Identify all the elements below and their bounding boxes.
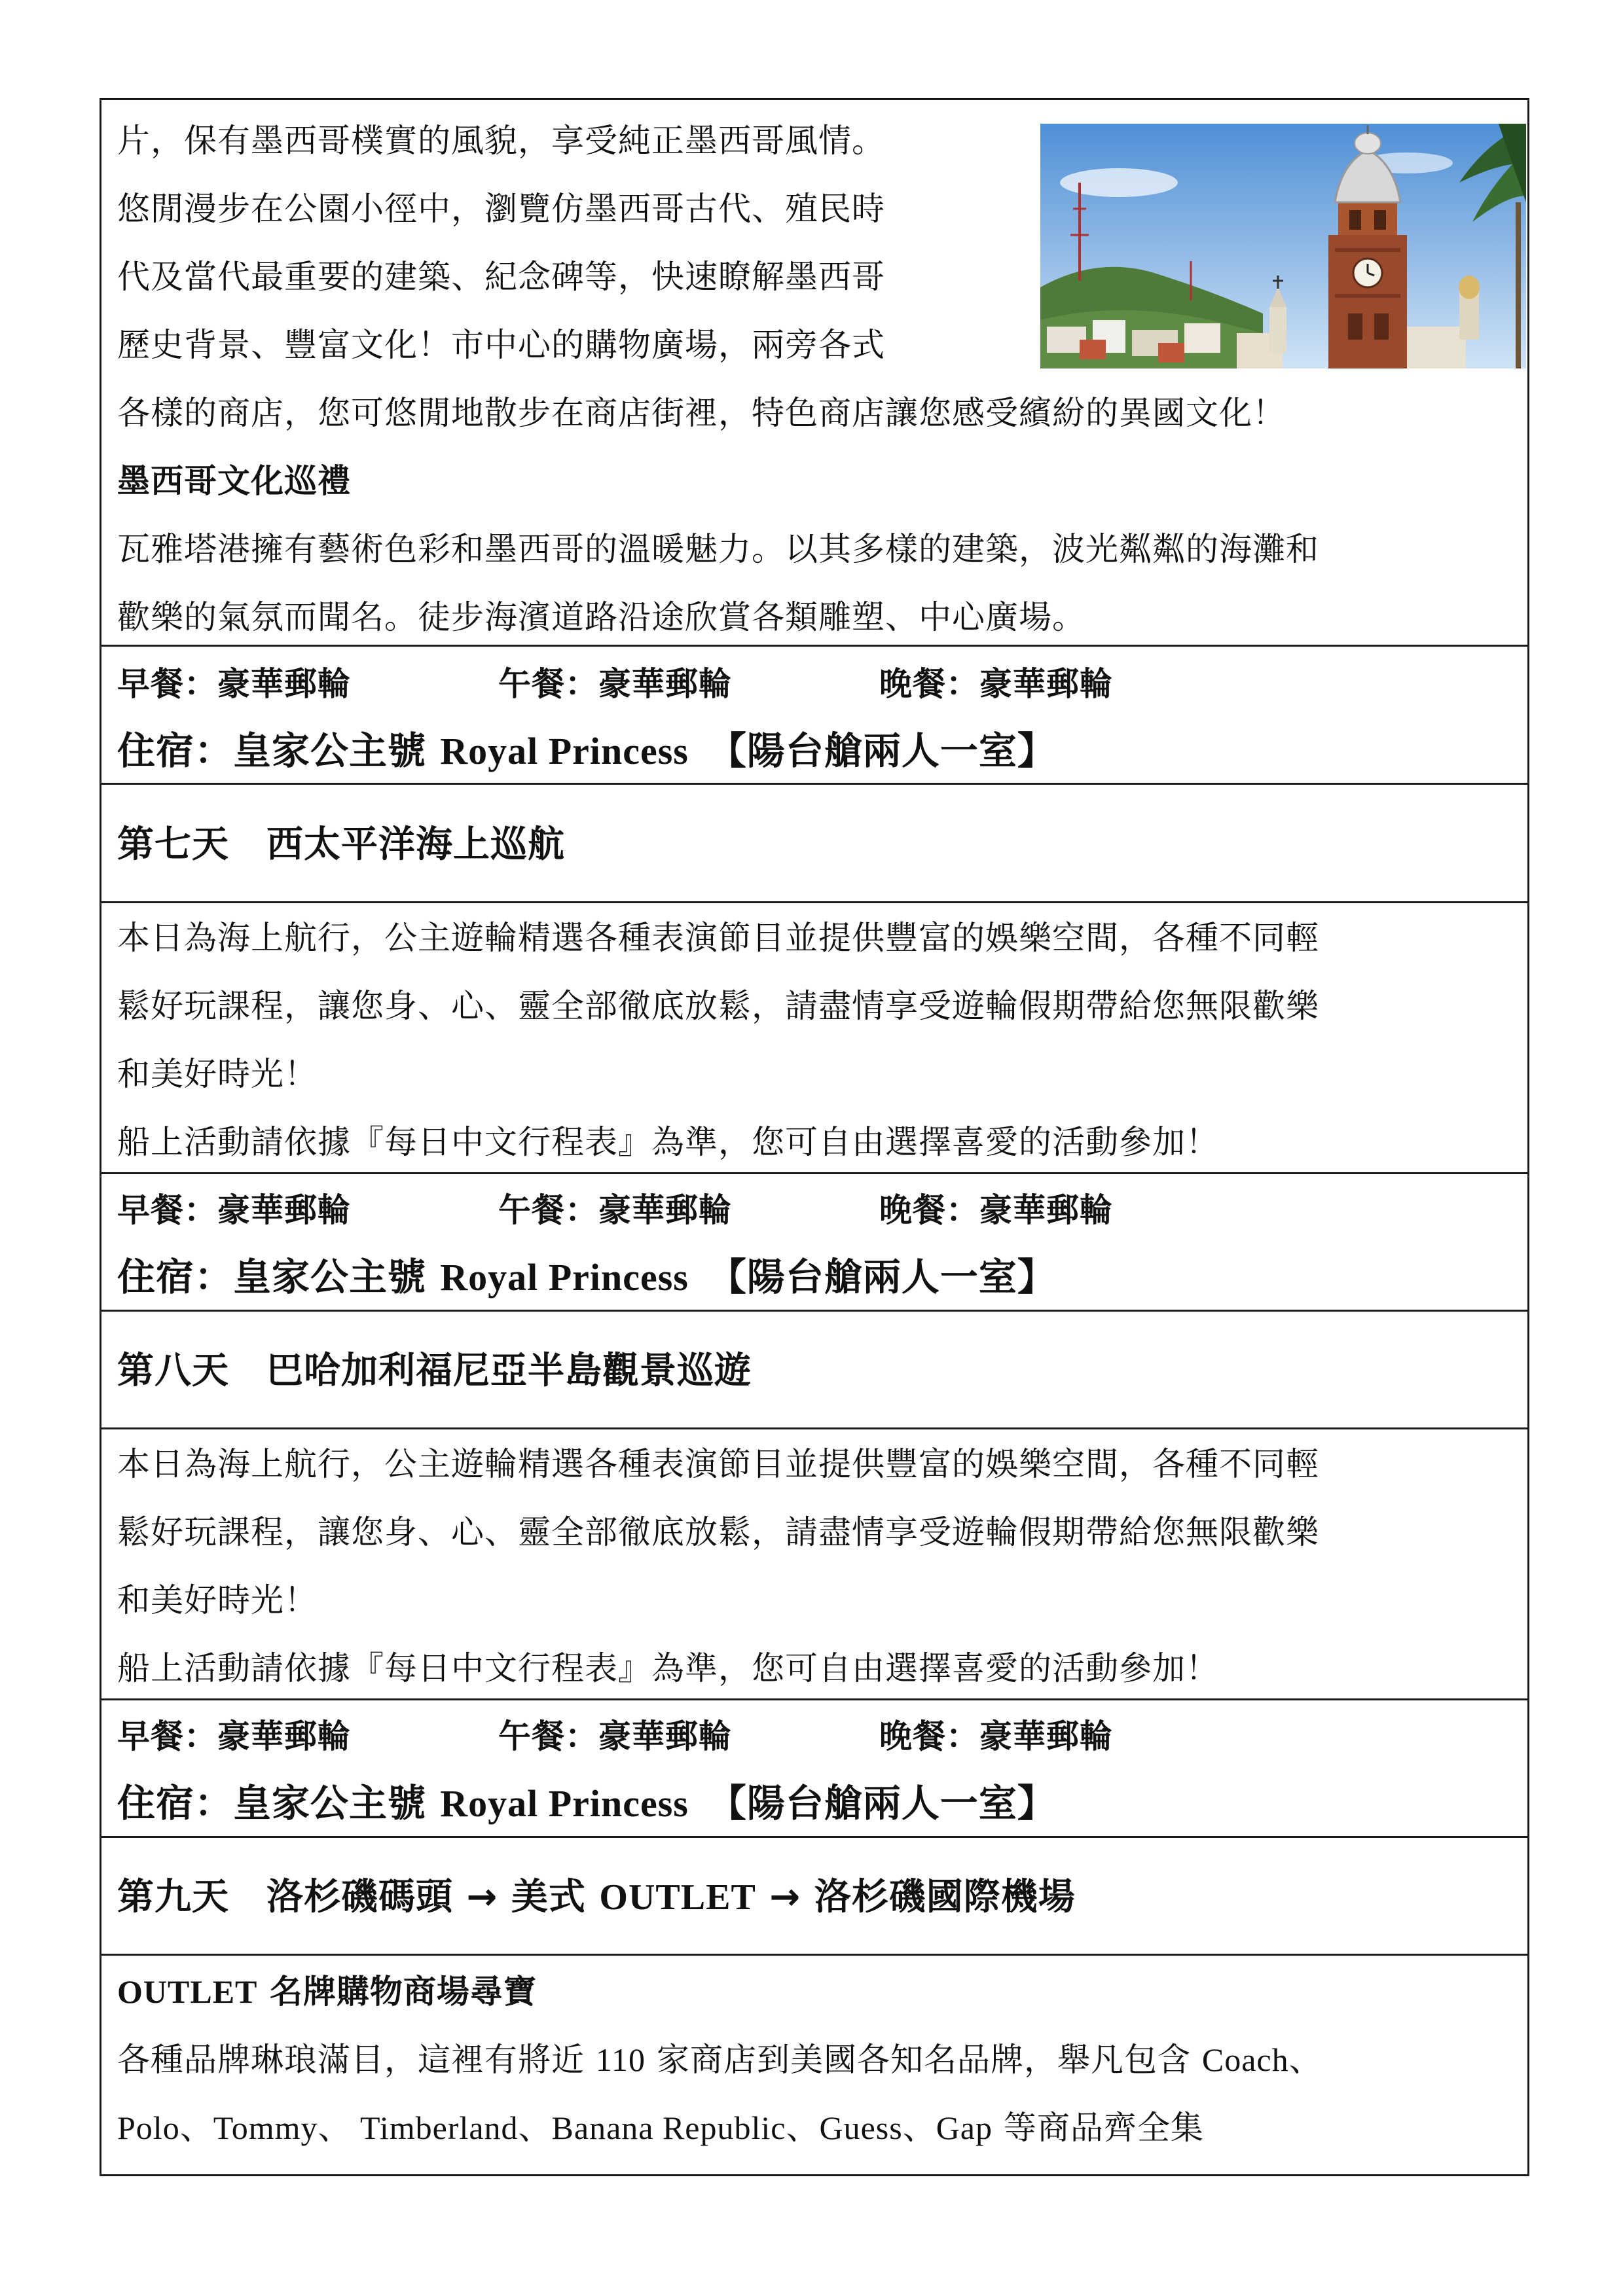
day9-title-start: 第九天 洛杉磯碼頭 → 美式 bbox=[117, 1876, 600, 1918]
lodging-row bbox=[117, 1253, 1056, 1300]
lodging-row bbox=[117, 727, 1056, 774]
day8-line: 船上活動請依據『每日中文行程表』為準，您可自由選擇喜愛的活動參加！ bbox=[117, 1649, 1219, 1687]
day7-line: 船上活動請依據『每日中文行程表』為準，您可自由選擇喜愛的活動參加！ bbox=[117, 1123, 1219, 1161]
brand-coach: Coach bbox=[1201, 2041, 1289, 2078]
breakfast-label: 早餐：豪華郵輪 bbox=[117, 665, 351, 703]
divider bbox=[101, 1954, 1527, 1956]
meals-row bbox=[117, 664, 1113, 704]
outlet-line-text: 、 bbox=[1288, 2041, 1322, 2079]
section-line: 歡樂的氣氛而聞名。徒步海濱道路沿途欣賞各類雕塑、中心廣場。 bbox=[117, 598, 1085, 636]
intro-line: 代及當代最重要的建築、紀念碑等，快速瞭解墨西哥 bbox=[117, 258, 885, 296]
divider bbox=[101, 1698, 1527, 1700]
outlet-word: OUTLET bbox=[117, 1973, 258, 2010]
lunch-label: 午餐：豪華郵輪 bbox=[498, 1717, 732, 1755]
day8-title: 第八天 巴哈加利福尼亞半島觀景巡遊 bbox=[117, 1350, 752, 1392]
intro-line: 悠閒漫步在公園小徑中，瀏覽仿墨西哥古代、殖民時 bbox=[117, 190, 885, 228]
lodging-ship: Royal Princess bbox=[440, 730, 689, 772]
day9-title bbox=[117, 1874, 1076, 1921]
outlet-line-text: 等商品齊全集 bbox=[993, 2109, 1204, 2147]
divider bbox=[101, 1836, 1527, 1838]
day8-line: 鬆好玩課程，讓您身、心、靈全部徹底放鬆，請盡情享受遊輪假期帶給您無限歡樂 bbox=[117, 1513, 1319, 1551]
divider bbox=[101, 1310, 1527, 1312]
lodging-room: 【陽台艙兩人一室】 bbox=[727, 1255, 1056, 1299]
lodging-prefix: 住宿：皇家公主號 bbox=[117, 1781, 441, 1825]
lodging-row bbox=[117, 1780, 1056, 1827]
day7-title: 第七天 西太平洋海上巡航 bbox=[117, 823, 565, 866]
intro-line: 片，保有墨西哥樸實的風貌，享受純正墨西哥風情。 bbox=[117, 122, 885, 160]
breakfast-label: 早餐：豪華郵輪 bbox=[117, 1717, 351, 1755]
divider bbox=[101, 783, 1527, 785]
lodging-prefix: 住宿：皇家公主號 bbox=[117, 1255, 441, 1299]
divider bbox=[101, 1172, 1527, 1174]
brand-list: Polo、Tommy、 Timberland、Banana Republic、Guess、Gap bbox=[117, 2109, 993, 2146]
lodging-ship: Royal Princess bbox=[440, 1256, 689, 1299]
intro-line: 歷史背景、豐富文化！市中心的購物廣場，兩旁各式 bbox=[117, 326, 885, 364]
section-line: 瓦雅塔港擁有藝術色彩和墨西哥的溫暖魅力。以其多樣的建築，波光粼粼的海灘和 bbox=[117, 530, 1319, 568]
day7-line: 和美好時光！ bbox=[117, 1055, 318, 1093]
day8-line: 和美好時光！ bbox=[117, 1581, 318, 1619]
intro-line: 各樣的商店，您可悠閒地散步在商店街裡，特色商店讓您感受繽紛的異國文化！ bbox=[117, 394, 1286, 432]
lodging-ship: Royal Princess bbox=[440, 1782, 689, 1825]
divider bbox=[101, 645, 1527, 647]
itinerary-page bbox=[100, 98, 1529, 2176]
meals-row bbox=[117, 1717, 1113, 1756]
lunch-label: 午餐：豪華郵輪 bbox=[498, 665, 732, 703]
store-count: 110 bbox=[595, 2041, 646, 2078]
outlet-title-text: 名牌購物商場尋寶 bbox=[257, 1973, 537, 2011]
day7-line: 本日為海上航行，公主遊輪精選各種表演節目並提供豐富的娛樂空間，各種不同輕 bbox=[117, 919, 1319, 957]
outlet-line-text: 家商店到美國各知名品牌，舉凡包含 bbox=[646, 2041, 1202, 2079]
day9-title-outlet: OUTLET bbox=[599, 1877, 756, 1918]
lodging-prefix: 住宿：皇家公主號 bbox=[117, 728, 441, 773]
outlet-line-text: 各種品牌琳琅滿目，這裡有將近 bbox=[117, 2041, 596, 2079]
dinner-label: 晚餐：豪華郵輪 bbox=[879, 665, 1113, 703]
puerto-vallarta-photo bbox=[1040, 124, 1526, 368]
lodging-room: 【陽台艙兩人一室】 bbox=[727, 728, 1056, 773]
section-title: 墨西哥文化巡禮 bbox=[117, 462, 351, 500]
divider bbox=[101, 901, 1527, 903]
day7-line: 鬆好玩課程，讓您身、心、靈全部徹底放鬆，請盡情享受遊輪假期帶給您無限歡樂 bbox=[117, 987, 1319, 1025]
outlet-section-title bbox=[117, 1972, 537, 2011]
dinner-label: 晚餐：豪華郵輪 bbox=[879, 1191, 1113, 1229]
lodging-room: 【陽台艙兩人一室】 bbox=[727, 1781, 1056, 1825]
day9-title-end: → 洛杉磯國際機場 bbox=[756, 1876, 1076, 1918]
day8-line: 本日為海上航行，公主遊輪精選各種表演節目並提供豐富的娛樂空間，各種不同輕 bbox=[117, 1445, 1319, 1483]
outlet-line bbox=[117, 2040, 1322, 2079]
divider bbox=[101, 1427, 1527, 1429]
outlet-line bbox=[117, 2108, 1204, 2147]
dinner-label: 晚餐：豪華郵輪 bbox=[879, 1717, 1113, 1755]
breakfast-label: 早餐：豪華郵輪 bbox=[117, 1191, 351, 1229]
meals-row bbox=[117, 1191, 1113, 1230]
lunch-label: 午餐：豪華郵輪 bbox=[498, 1191, 732, 1229]
